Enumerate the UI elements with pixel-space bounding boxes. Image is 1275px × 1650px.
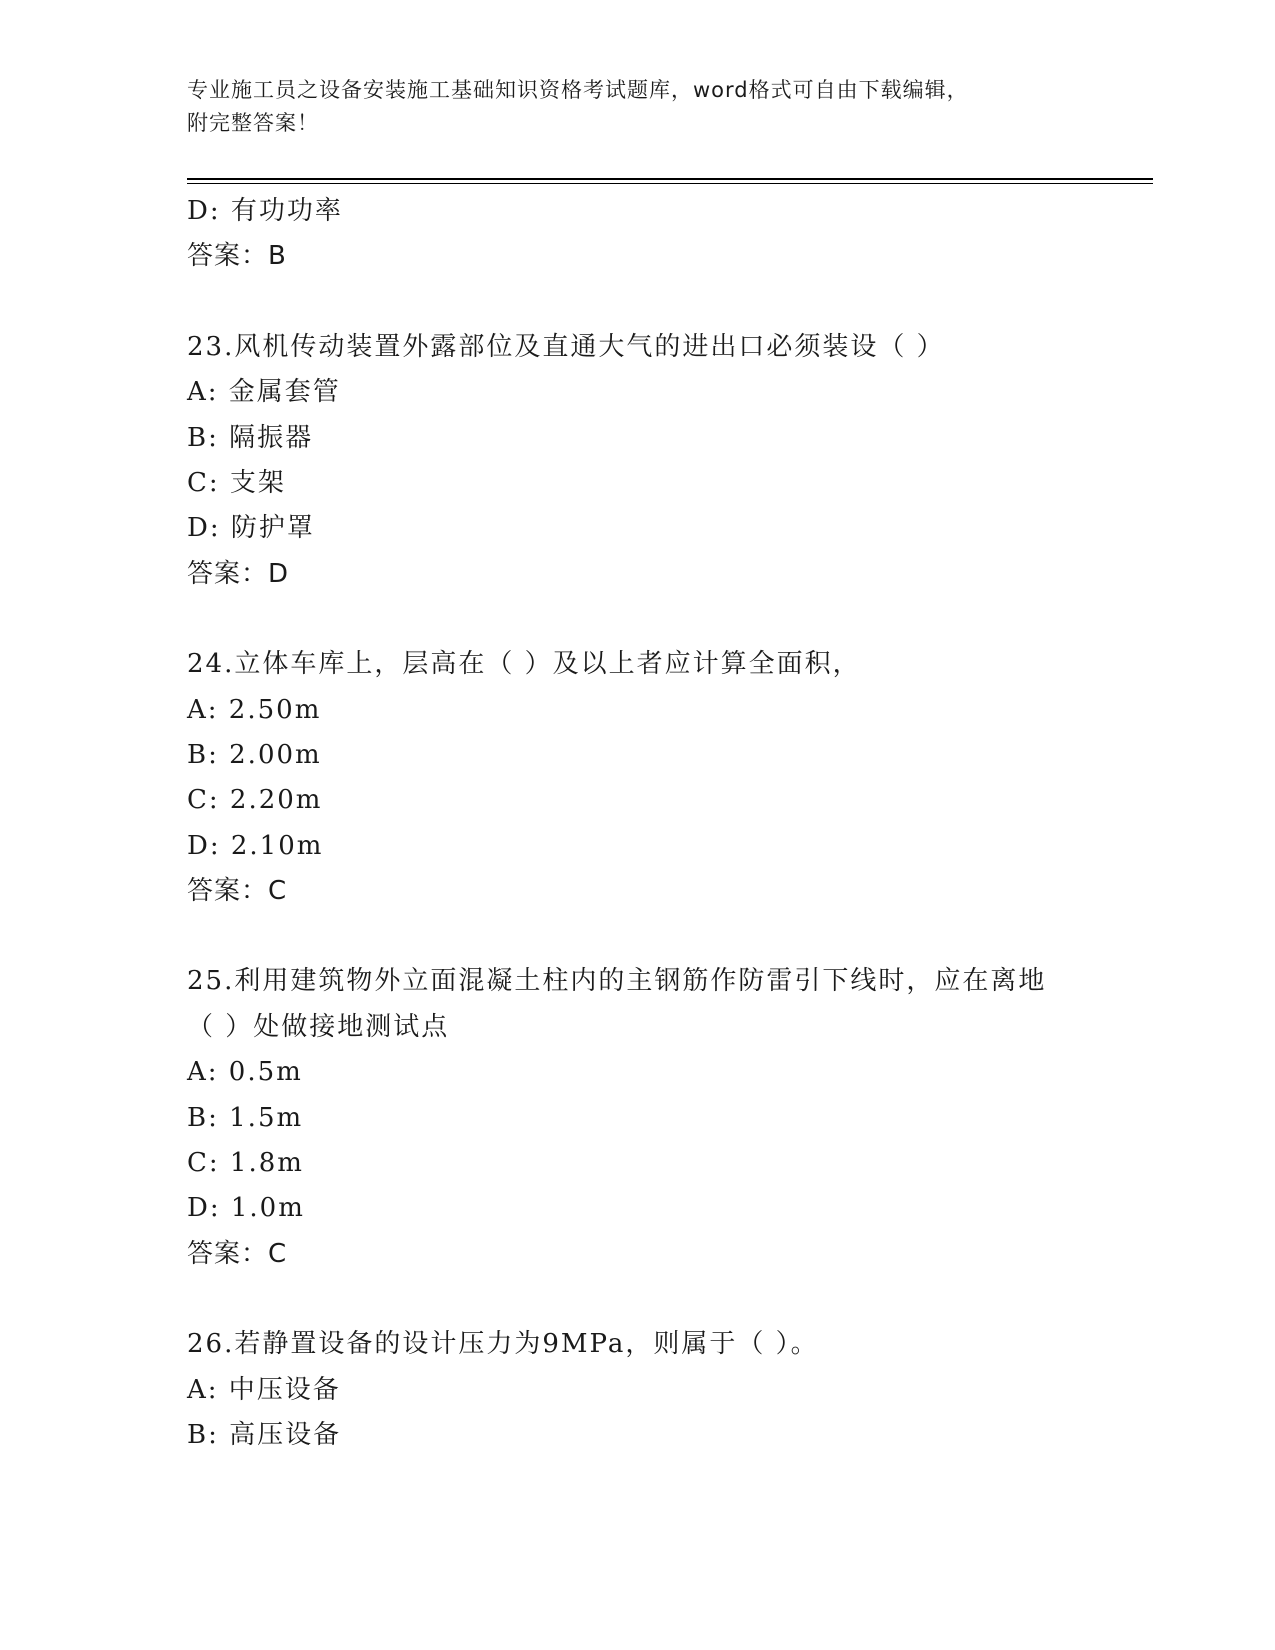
question-stem: 25.利用建筑物外立面混凝土柱内的主钢筋作防雷引下线时，应在离地 [187,966,1047,997]
question-block-23 [187,325,1153,597]
option-d: D: 2.10m [187,830,324,861]
option-c: C: 1.8m [187,1148,304,1179]
spacer [187,280,1153,325]
question-stem-continued: （ ）处做接地测试点 [187,1011,450,1042]
question-stem: 26.若静置设备的设计压力为9MPa，则属于（ ）。 [187,1329,819,1360]
header-line-1: 专业施工员之设备安装施工基础知识资格考试题库，word格式可自由下载编辑， [187,78,969,102]
answer-line: 答案：C [187,1238,288,1269]
question-list [187,189,1153,1458]
option-d: D: 有功功率 [187,196,343,226]
question-block-prev [187,189,1153,280]
header-divider-thin [187,183,1153,184]
option-d: D: 防护罩 [187,513,315,544]
option-b: B: 高压设备 [187,1419,342,1450]
header-line-2: 附完整答案！ [187,111,319,135]
option-c: C: 2.20m [187,785,323,816]
document-header [187,74,1087,140]
spacer [187,597,1153,642]
option-d: D: 1.0m [187,1193,305,1224]
option-a: A: 0.5m [187,1057,303,1088]
option-a: A: 金属套管 [187,377,341,408]
header-divider-thick [187,178,1153,180]
answer-line: 答案：D [187,558,290,589]
option-b: B: 隔振器 [187,422,314,453]
spacer [187,1277,1153,1322]
option-b: B: 2.00m [187,739,322,770]
option-c: C: 支架 [187,467,286,498]
option-a: A: 中压设备 [187,1374,341,1405]
option-a: A: 2.50m [187,694,322,725]
answer-line: 答案：B [187,241,287,272]
answer-line: 答案：C [187,876,288,907]
spacer [187,914,1153,959]
question-stem: 23.风机传动装置外露部位及直通大气的进出口必须装设（ ） [187,331,945,362]
question-block-24 [187,642,1153,914]
question-block-26 [187,1322,1153,1458]
question-block-25 [187,959,1153,1277]
option-b: B: 1.5m [187,1102,304,1133]
question-stem: 24.立体车库上，层高在（ ）及以上者应计算全面积， [187,649,861,680]
